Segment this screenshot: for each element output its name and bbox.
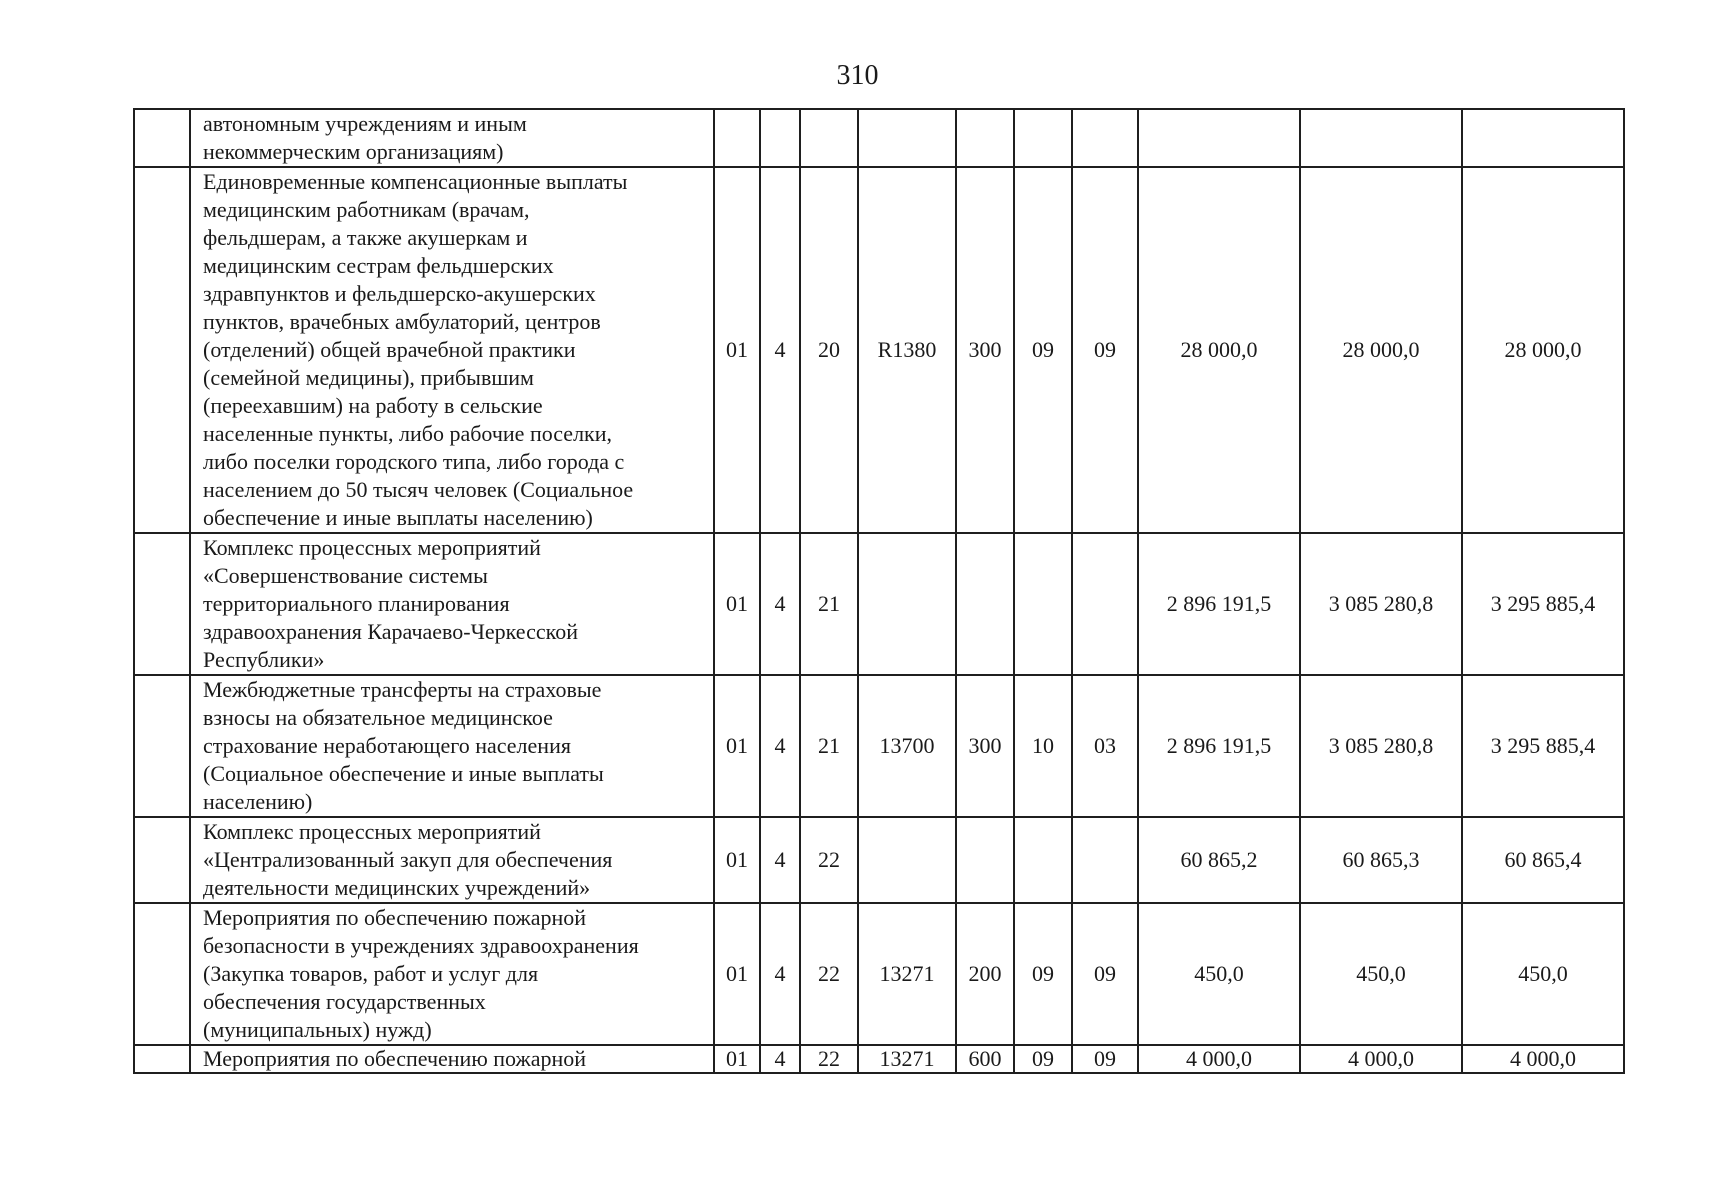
amount-cell: 4 000,0 [1138,1045,1300,1073]
amount-cell: 28 000,0 [1138,167,1300,533]
row-description: Комплекс процессных мероприятий «Централизованный закуп для обеспечения деятельности медицинских учреждений» [190,817,714,903]
page-number: 310 [836,60,879,91]
amount-cell: 450,0 [1300,903,1462,1045]
code-cell [1014,533,1072,675]
table-row [134,533,1624,675]
code-cell: 600 [956,1045,1014,1073]
code-cell [800,109,858,167]
code-cell: 09 [1014,167,1072,533]
code-cell [858,533,956,675]
blank-cell [134,533,190,675]
code-cell: 4 [760,817,800,903]
row-description: Межбюджетные трансферты на страховые взносы на обязательное медицинское страхование неработающего населения (Социальное обеспечение и иные выплаты населению) [190,675,714,817]
code-cell [1072,817,1138,903]
amount-cell: 3 295 885,4 [1462,675,1624,817]
row-description: Комплекс процессных мероприятий «Совершенствование системы территориального планирования здравоохранения Карачаево-Черкесской Республики» [190,533,714,675]
code-cell [1014,109,1072,167]
blank-cell [134,903,190,1045]
row-description: Единовременные компенсационные выплаты медицинским работникам (врачам, фельдшерам, а также акушеркам и медицинским сестрам фельдшерских здравпунктов и фельдшерско-акушерских пунктов, врачебных амбулаторий, центров (отделений) общей врачебной практики (семейной медицины), прибывшим (переехавшим) на работу в сельские населенные пункты, либо рабочие поселки, либо поселки городского типа, либо города с населением до 50 тысяч человек (Социальное обеспечение и иные выплаты населению) [190,167,714,533]
code-cell: 09 [1072,167,1138,533]
code-cell: 20 [800,167,858,533]
code-cell: 01 [714,675,760,817]
code-cell [956,817,1014,903]
code-cell: 01 [714,167,760,533]
amount-cell: 3 085 280,8 [1300,675,1462,817]
code-cell: 01 [714,533,760,675]
code-cell: 22 [800,817,858,903]
code-cell [858,817,956,903]
code-cell: 10 [1014,675,1072,817]
code-cell: 21 [800,533,858,675]
row-description: Мероприятия по обеспечению пожарной безопасности в учреждениях здравоохранения (Закупка товаров, работ и услуг для обеспечения государственных (муниципальных) нужд) [190,903,714,1045]
row-description: автономным учреждениям и иным некоммерческим организациям) [190,109,714,167]
table-row [134,675,1624,817]
code-cell [1014,817,1072,903]
code-cell: 09 [1072,1045,1138,1073]
amount-cell [1300,109,1462,167]
blank-cell [134,109,190,167]
blank-cell [134,817,190,903]
code-cell [956,109,1014,167]
code-cell: 300 [956,675,1014,817]
code-cell: 13271 [858,1045,956,1073]
code-cell: 03 [1072,675,1138,817]
code-cell [714,109,760,167]
code-cell [1072,109,1138,167]
amount-cell [1138,109,1300,167]
budget-table [133,108,1625,1074]
code-cell: 300 [956,167,1014,533]
amount-cell: 4 000,0 [1462,1045,1624,1073]
table-row [134,167,1624,533]
amount-cell: 3 085 280,8 [1300,533,1462,675]
code-cell: 22 [800,1045,858,1073]
table-row [134,109,1624,167]
amount-cell: 450,0 [1462,903,1624,1045]
code-cell [1072,533,1138,675]
code-cell [760,109,800,167]
code-cell [858,109,956,167]
code-cell: 09 [1014,1045,1072,1073]
amount-cell: 450,0 [1138,903,1300,1045]
code-cell: 09 [1072,903,1138,1045]
amount-cell: 2 896 191,5 [1138,533,1300,675]
code-cell: 13700 [858,675,956,817]
code-cell: 21 [800,675,858,817]
amount-cell: 4 000,0 [1300,1045,1462,1073]
blank-cell [134,167,190,533]
code-cell: 200 [956,903,1014,1045]
code-cell: R1380 [858,167,956,533]
amount-cell [1462,109,1624,167]
amount-cell: 3 295 885,4 [1462,533,1624,675]
code-cell: 13271 [858,903,956,1045]
amount-cell: 2 896 191,5 [1138,675,1300,817]
table-row [134,817,1624,903]
table-row [134,903,1624,1045]
code-cell: 4 [760,533,800,675]
amount-cell: 60 865,4 [1462,817,1624,903]
code-cell: 09 [1014,903,1072,1045]
code-cell: 4 [760,903,800,1045]
table-row [134,1045,1624,1073]
amount-cell: 60 865,3 [1300,817,1462,903]
code-cell: 4 [760,675,800,817]
code-cell: 01 [714,903,760,1045]
code-cell: 22 [800,903,858,1045]
blank-cell [134,1045,190,1073]
amount-cell: 28 000,0 [1462,167,1624,533]
code-cell: 4 [760,1045,800,1073]
code-cell: 4 [760,167,800,533]
blank-cell [134,675,190,817]
code-cell [956,533,1014,675]
amount-cell: 28 000,0 [1300,167,1462,533]
row-description: Мероприятия по обеспечению пожарной [190,1045,714,1073]
code-cell: 01 [714,817,760,903]
amount-cell: 60 865,2 [1138,817,1300,903]
code-cell: 01 [714,1045,760,1073]
